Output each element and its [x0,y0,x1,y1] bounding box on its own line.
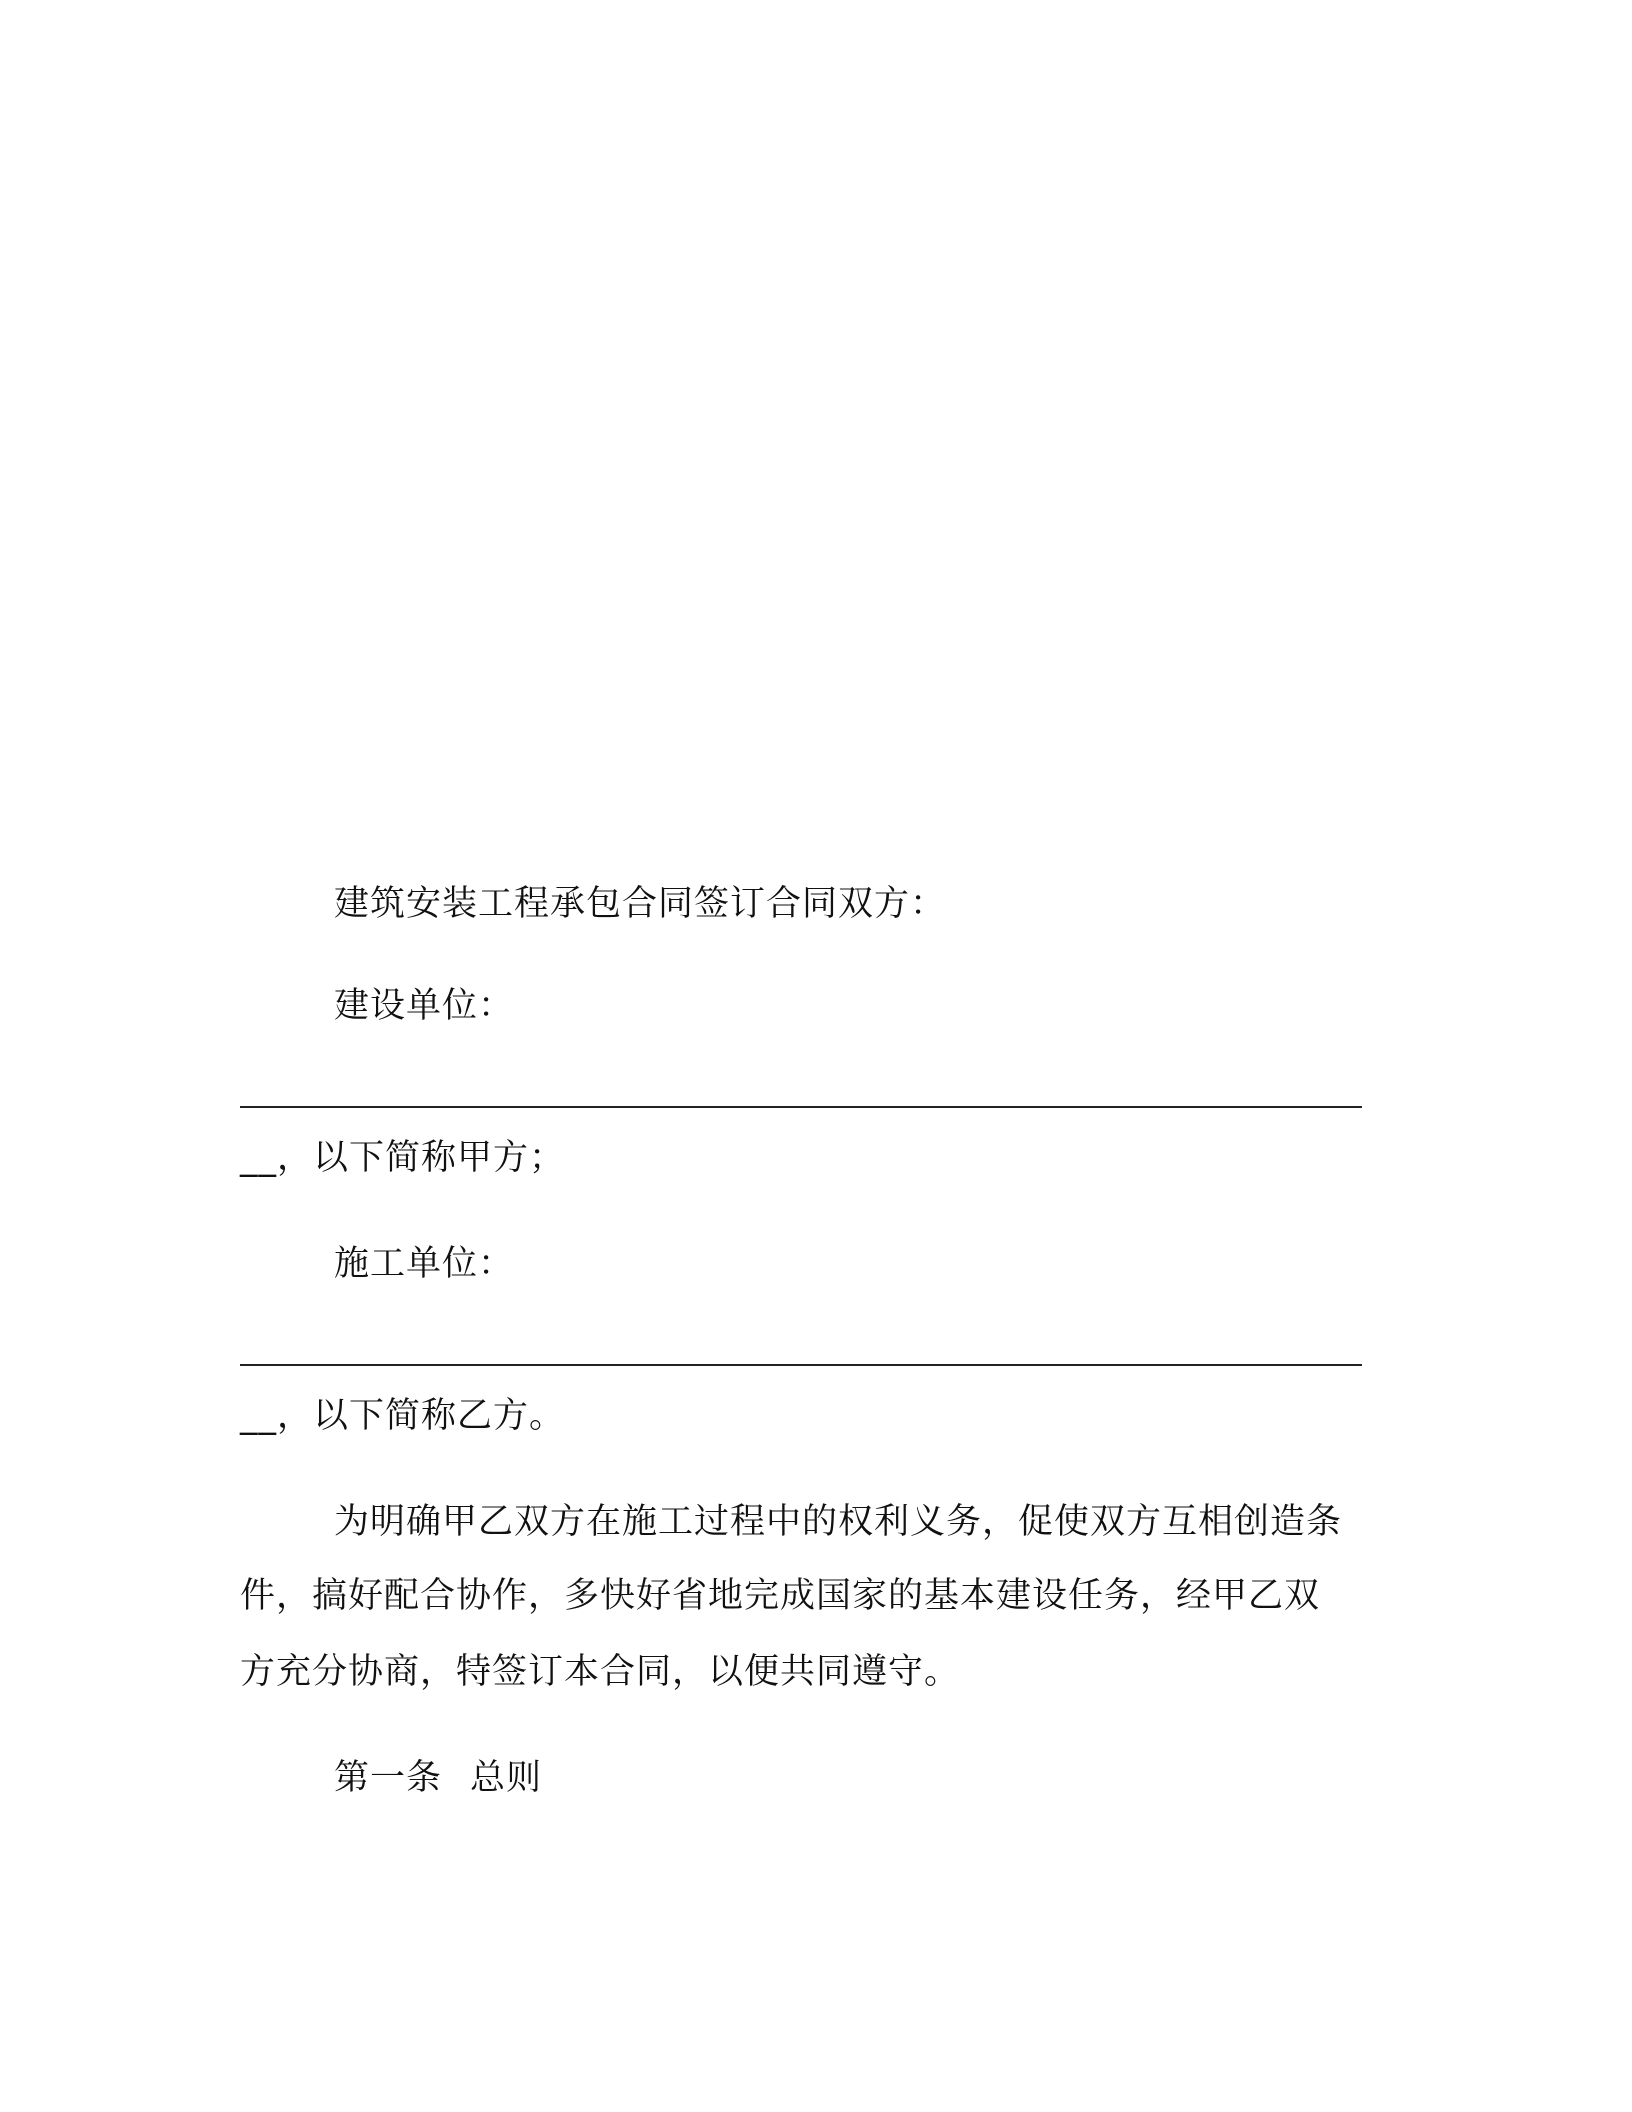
contract-heading: 建筑安装工程承包合同签订合同双方： [334,884,947,924]
party-b-alias-text: ，以下简称乙方。 [277,1396,566,1436]
party-b-label: 施工单位： [334,1244,515,1284]
party-b-blank-tail: __ [240,1396,277,1436]
party-b-blank-line [240,1364,1362,1366]
article-1-title: 总则 [470,1758,543,1798]
party-a-blank-line [240,1106,1362,1108]
article-1-number: 第一条 [334,1758,443,1798]
article-1-heading [334,1756,542,1800]
party-a-alias-text: ，以下简称甲方； [277,1138,566,1178]
preamble-line-2: 件，搞好配合协作，多快好省地完成国家的基本建设任务，经甲乙双 [240,1576,1321,1616]
party-a-label: 建设单位： [334,986,515,1026]
party-b-alias [240,1394,565,1438]
preamble-line-3: 方充分协商，特签订本合同，以便共同遵守。 [240,1652,961,1692]
party-a-alias [240,1136,565,1180]
party-a-blank-tail: __ [240,1138,277,1178]
preamble-line-1: 为明确甲乙双方在施工过程中的权利义务，促使双方互相创造条 [334,1502,1343,1542]
